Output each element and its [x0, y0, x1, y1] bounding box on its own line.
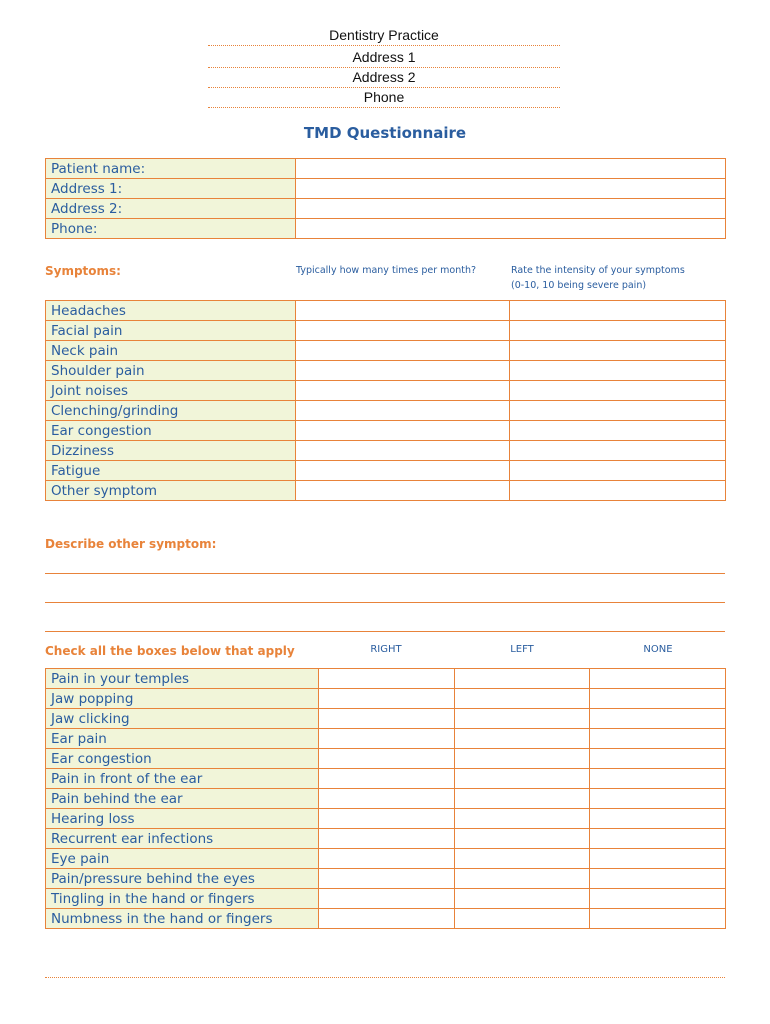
check-item-none-field[interactable]: [590, 869, 726, 889]
symptom-frequency-field[interactable]: [295, 441, 510, 461]
symptom-intensity-field[interactable]: [510, 481, 726, 501]
check-item-left-field[interactable]: [454, 729, 590, 749]
symptom-intensity-field[interactable]: [510, 341, 726, 361]
check-item-row: [46, 669, 726, 689]
patient-info-row: [46, 219, 726, 239]
check-item-label: Tingling in the hand or fingers: [46, 889, 319, 909]
symptom-intensity-field[interactable]: [510, 361, 726, 381]
practice-phone: Phone: [208, 88, 560, 108]
check-item-right-field[interactable]: [318, 789, 454, 809]
intensity-column-header: [511, 263, 685, 293]
symptom-intensity-field[interactable]: [510, 301, 726, 321]
check-item-label: Ear pain: [46, 729, 319, 749]
describe-line-1[interactable]: [45, 573, 725, 574]
check-item-none-field[interactable]: [590, 709, 726, 729]
patient-info-label: Address 1:: [46, 179, 296, 199]
check-item-row: [46, 789, 726, 809]
practice-name: Dentistry Practice: [208, 26, 560, 46]
right-column-header: RIGHT: [370, 644, 402, 655]
symptom-intensity-field[interactable]: [510, 461, 726, 481]
check-item-none-field[interactable]: [590, 789, 726, 809]
symptom-frequency-field[interactable]: [295, 461, 510, 481]
check-item-label: Pain/pressure behind the eyes: [46, 869, 319, 889]
symptom-row: [46, 381, 726, 401]
footer-divider: [45, 977, 725, 978]
check-item-left-field[interactable]: [454, 669, 590, 689]
check-item-right-field[interactable]: [318, 729, 454, 749]
check-item-label: Pain behind the ear: [46, 789, 319, 809]
describe-other-symptom-label: Describe other symptom:: [45, 537, 217, 551]
check-item-row: [46, 729, 726, 749]
check-item-none-field[interactable]: [590, 749, 726, 769]
symptom-row: [46, 341, 726, 361]
check-item-row: [46, 889, 726, 909]
symptom-intensity-field[interactable]: [510, 441, 726, 461]
check-item-right-field[interactable]: [318, 809, 454, 829]
patient-info-value-field[interactable]: [295, 179, 725, 199]
check-section-heading: Check all the boxes below that apply: [45, 644, 295, 658]
check-item-left-field[interactable]: [454, 789, 590, 809]
check-item-right-field[interactable]: [318, 869, 454, 889]
check-item-right-field[interactable]: [318, 829, 454, 849]
symptom-row: [46, 361, 726, 381]
symptoms-table: [45, 300, 726, 501]
symptom-row: [46, 481, 726, 501]
symptom-frequency-field[interactable]: [295, 481, 510, 501]
check-item-row: [46, 749, 726, 769]
check-item-none-field[interactable]: [590, 669, 726, 689]
check-item-row: [46, 849, 726, 869]
practice-address-1: Address 1: [208, 48, 560, 68]
symptom-intensity-field[interactable]: [510, 381, 726, 401]
intensity-header-line-1: Rate the intensity of your symptoms: [511, 265, 685, 276]
symptom-intensity-field[interactable]: [510, 421, 726, 441]
check-item-none-field[interactable]: [590, 909, 726, 929]
describe-line-3[interactable]: [45, 631, 725, 632]
check-item-right-field[interactable]: [318, 769, 454, 789]
symptom-label: Facial pain: [46, 321, 296, 341]
symptom-label: Shoulder pain: [46, 361, 296, 381]
check-item-right-field[interactable]: [318, 909, 454, 929]
patient-info-row: [46, 179, 726, 199]
none-column-header: NONE: [643, 644, 673, 655]
check-item-row: [46, 869, 726, 889]
check-item-left-field[interactable]: [454, 769, 590, 789]
check-item-none-field[interactable]: [590, 689, 726, 709]
symptom-label: Other symptom: [46, 481, 296, 501]
patient-info-label: Patient name:: [46, 159, 296, 179]
check-item-left-field[interactable]: [454, 709, 590, 729]
symptom-intensity-field[interactable]: [510, 401, 726, 421]
check-item-row: [46, 809, 726, 829]
patient-info-table: [45, 158, 726, 239]
check-item-none-field[interactable]: [590, 889, 726, 909]
practice-address-2: Address 2: [208, 68, 560, 88]
check-item-right-field[interactable]: [318, 709, 454, 729]
symptom-label: Neck pain: [46, 341, 296, 361]
left-column-header: LEFT: [510, 644, 534, 655]
intensity-header-line-2: (0-10, 10 being severe pain): [511, 280, 647, 291]
patient-info-value-field[interactable]: [295, 199, 725, 219]
symptom-frequency-field[interactable]: [295, 401, 510, 421]
symptoms-heading: Symptoms:: [45, 264, 121, 278]
symptom-row: [46, 301, 726, 321]
check-item-label: Hearing loss: [46, 809, 319, 829]
check-item-left-field[interactable]: [454, 749, 590, 769]
check-item-label: Ear congestion: [46, 749, 319, 769]
symptom-frequency-field[interactable]: [295, 321, 510, 341]
symptom-row: [46, 441, 726, 461]
symptom-intensity-field[interactable]: [510, 321, 726, 341]
check-item-row: [46, 829, 726, 849]
check-item-row: [46, 689, 726, 709]
symptom-frequency-field[interactable]: [295, 301, 510, 321]
check-item-right-field[interactable]: [318, 749, 454, 769]
check-item-right-field[interactable]: [318, 889, 454, 909]
check-item-label: Eye pain: [46, 849, 319, 869]
symptom-label: Fatigue: [46, 461, 296, 481]
check-item-row: [46, 909, 726, 929]
check-item-left-field[interactable]: [454, 909, 590, 929]
check-item-right-field[interactable]: [318, 849, 454, 869]
check-item-none-field[interactable]: [590, 829, 726, 849]
symptom-label: Headaches: [46, 301, 296, 321]
check-item-label: Jaw clicking: [46, 709, 319, 729]
check-item-row: [46, 709, 726, 729]
check-item-none-field[interactable]: [590, 729, 726, 749]
check-item-none-field[interactable]: [590, 809, 726, 829]
symptom-row: [46, 461, 726, 481]
symptom-frequency-field[interactable]: [295, 361, 510, 381]
symptom-label: Clenching/grinding: [46, 401, 296, 421]
check-item-none-field[interactable]: [590, 849, 726, 869]
patient-info-label: Phone:: [46, 219, 296, 239]
symptom-frequency-field[interactable]: [295, 381, 510, 401]
patient-info-value-field[interactable]: [295, 219, 725, 239]
check-item-left-field[interactable]: [454, 889, 590, 909]
patient-info-value-field[interactable]: [295, 159, 725, 179]
check-item-label: Pain in your temples: [46, 669, 319, 689]
check-item-left-field[interactable]: [454, 869, 590, 889]
symptom-row: [46, 401, 726, 421]
check-item-label: Recurrent ear infections: [46, 829, 319, 849]
symptom-label: Joint noises: [46, 381, 296, 401]
check-table: [45, 668, 726, 929]
check-item-none-field[interactable]: [590, 769, 726, 789]
frequency-column-header: Typically how many times per month?: [296, 265, 477, 276]
check-item-row: [46, 769, 726, 789]
check-item-right-field[interactable]: [318, 689, 454, 709]
symptom-label: Ear congestion: [46, 421, 296, 441]
symptom-frequency-field[interactable]: [295, 421, 510, 441]
symptom-frequency-field[interactable]: [295, 341, 510, 361]
check-item-label: Jaw popping: [46, 689, 319, 709]
symptom-label: Dizziness: [46, 441, 296, 461]
patient-info-label: Address 2:: [46, 199, 296, 219]
check-item-left-field[interactable]: [454, 809, 590, 829]
symptom-row: [46, 421, 726, 441]
check-item-right-field[interactable]: [318, 669, 454, 689]
check-item-left-field[interactable]: [454, 849, 590, 869]
describe-line-2[interactable]: [45, 602, 725, 603]
symptom-row: [46, 321, 726, 341]
check-item-left-field[interactable]: [454, 829, 590, 849]
check-item-left-field[interactable]: [454, 689, 590, 709]
patient-info-row: [46, 199, 726, 219]
check-item-label: Pain in front of the ear: [46, 769, 319, 789]
patient-info-row: [46, 159, 726, 179]
page-title: TMD Questionnaire: [303, 124, 467, 142]
check-item-label: Numbness in the hand or fingers: [46, 909, 319, 929]
